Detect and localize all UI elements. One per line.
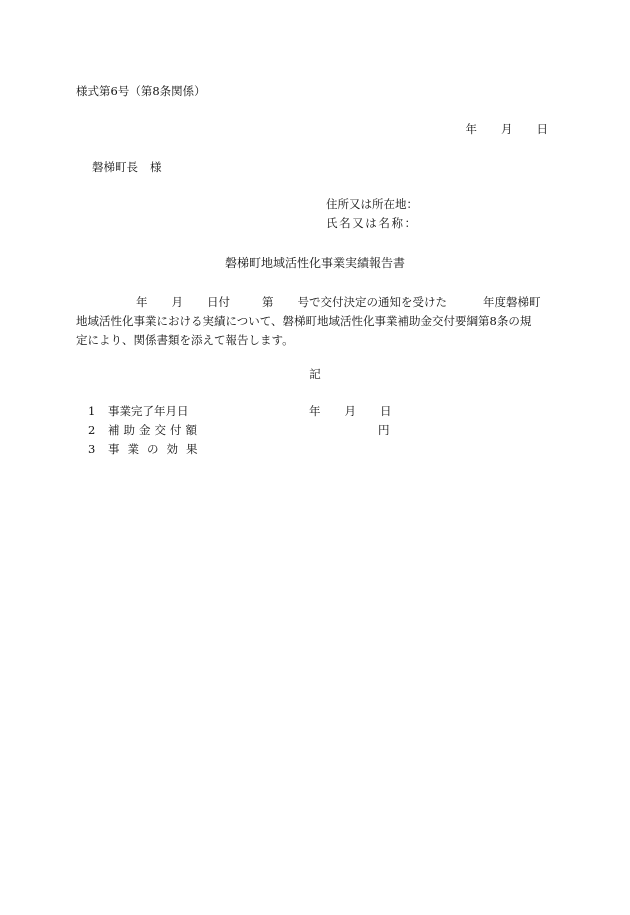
recipient [92, 162, 162, 174]
body-dai: 第 [262, 295, 274, 309]
ki-heading: 記 [309, 367, 321, 381]
list-item [88, 444, 508, 463]
form-number: 様式第6号（第8条関係） [76, 84, 206, 98]
amount-unit: 円 [378, 423, 390, 437]
item-number: 2 [88, 423, 96, 437]
name-label: 氏名又は名称： [326, 216, 418, 230]
address-label: 住所又は所在地： [326, 197, 418, 211]
body-line1-rest: 号で交付決定の通知を受けた [297, 295, 447, 309]
report-body [76, 293, 556, 350]
date-year: 年 [465, 122, 477, 136]
body-line-1 [76, 293, 556, 312]
item-label: 事業の効果 [108, 442, 206, 456]
completion-month: 月 [344, 404, 356, 418]
body-month: 月 [171, 295, 183, 309]
completion-date [309, 406, 392, 418]
item-number: 3 [88, 442, 96, 456]
completion-year: 年 [309, 404, 321, 418]
completion-day: 日 [380, 404, 392, 418]
body-fiscal-year: 年度磐梯町 [483, 295, 541, 309]
recipient-name: 磐梯町長 [92, 160, 138, 174]
date-line [466, 124, 549, 136]
date-day: 日 [536, 122, 548, 136]
item-label: 補助金交付額 [108, 423, 201, 437]
document-title: 磐梯町地域活性化事業実績報告書 [224, 256, 405, 270]
body-day: 日付 [207, 295, 230, 309]
recipient-honorific: 様 [150, 160, 162, 174]
date-month: 月 [501, 122, 513, 136]
body-year: 年 [136, 295, 148, 309]
applicant-block [326, 199, 418, 237]
body-line-2: 地域活性化事業における実績について、磐梯町地域活性化事業補助金交付要綱第8条の規 [76, 314, 532, 328]
body-line-3: 定により、関係書類を添えて報告します。 [76, 333, 294, 347]
item-label: 事業完了年月日 [108, 404, 189, 418]
item-list [88, 406, 508, 463]
item-number: 1 [88, 404, 96, 418]
